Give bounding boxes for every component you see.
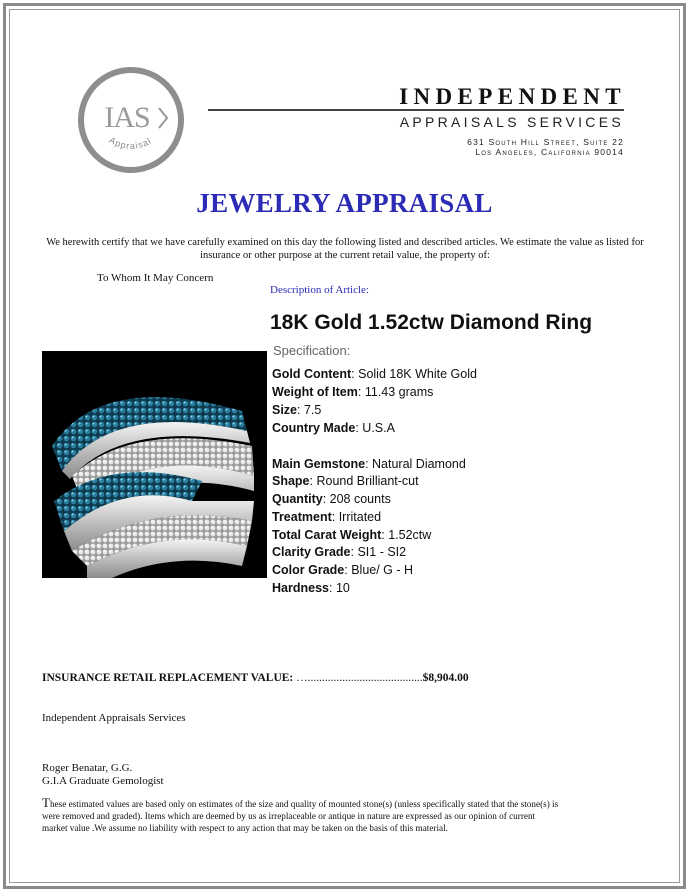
spec-hardness: Hardness: 10 bbox=[272, 581, 350, 595]
item-title: 18K Gold 1.52ctw Diamond Ring bbox=[270, 311, 593, 334]
disclaimer-initial: T bbox=[42, 795, 50, 810]
insurance-label: INSURANCE RETAIL REPLACEMENT VALUE: bbox=[42, 672, 294, 684]
ring-photo bbox=[42, 351, 267, 578]
spec-total-carat: Total Carat Weight: 1.52ctw bbox=[272, 528, 432, 542]
spec-treatment: Treatment: Irritated bbox=[272, 510, 382, 524]
spec-shape: Shape: Round Brilliant-cut bbox=[272, 474, 419, 488]
ias-logo bbox=[77, 66, 185, 174]
spec-main-gemstone: Main Gemstone: Natural Diamond bbox=[272, 457, 466, 471]
disclaimer-text: hese estimated values are based only on estimates of the size and quality of mounted stone(s) (unless specifically stated that the stone(s) is were removed and graded). Items which are deemed by us as irreplaceable or antique in nature are expressed as our opinion of current market value .We assume no liability with respect to any action that may be taken on the basis of this material. bbox=[42, 799, 559, 833]
insurance-dots: …........................................ bbox=[296, 672, 423, 684]
company-name: INDEPENDENT bbox=[399, 84, 626, 109]
insurance-value-line bbox=[42, 672, 469, 684]
certification-text: We herewith certify that we have carefully examined on this day the following listed and described articles. We estimate the value as listed for insurance or other purpose at the current retail value, the property of: bbox=[46, 237, 644, 261]
spec-weight: Weight of Item: 11.43 grams bbox=[272, 385, 434, 399]
spec-gold-content: Gold Content: Solid 18K White Gold bbox=[272, 367, 477, 381]
page-title: JEWELRY APPRAISAL bbox=[196, 188, 493, 218]
signer-name: Roger Benatar, G.G. bbox=[42, 762, 133, 774]
insurance-amount: $8,904.00 bbox=[422, 672, 469, 684]
logo-text: IAS bbox=[104, 101, 150, 134]
disclaimer bbox=[42, 797, 562, 834]
spec-color: Color Grade: Blue/ G - H bbox=[272, 563, 414, 577]
address-line-1: 631 South Hill Street, Suite 22 bbox=[467, 137, 624, 147]
company-subtitle: APPRAISALS SERVICES bbox=[399, 114, 624, 130]
signature-company: Independent Appraisals Services bbox=[42, 712, 186, 724]
spec-country: Country Made: U.S.A bbox=[272, 421, 395, 435]
spec-clarity: Clarity Grade: SI1 - SI2 bbox=[272, 545, 407, 559]
recipient: To Whom It May Concern bbox=[97, 272, 214, 284]
specification-label: Specification: bbox=[273, 343, 351, 358]
logo-subtext: Appraisal bbox=[107, 134, 154, 152]
spec-quantity: Quantity: 208 counts bbox=[272, 492, 391, 506]
address-line-2: Los Angeles, California 90014 bbox=[475, 147, 624, 157]
spec-size: Size: 7.5 bbox=[272, 403, 322, 417]
description-label: Description of Article: bbox=[270, 284, 369, 296]
signer-title: G.I.A Graduate Gemologist bbox=[42, 775, 164, 787]
